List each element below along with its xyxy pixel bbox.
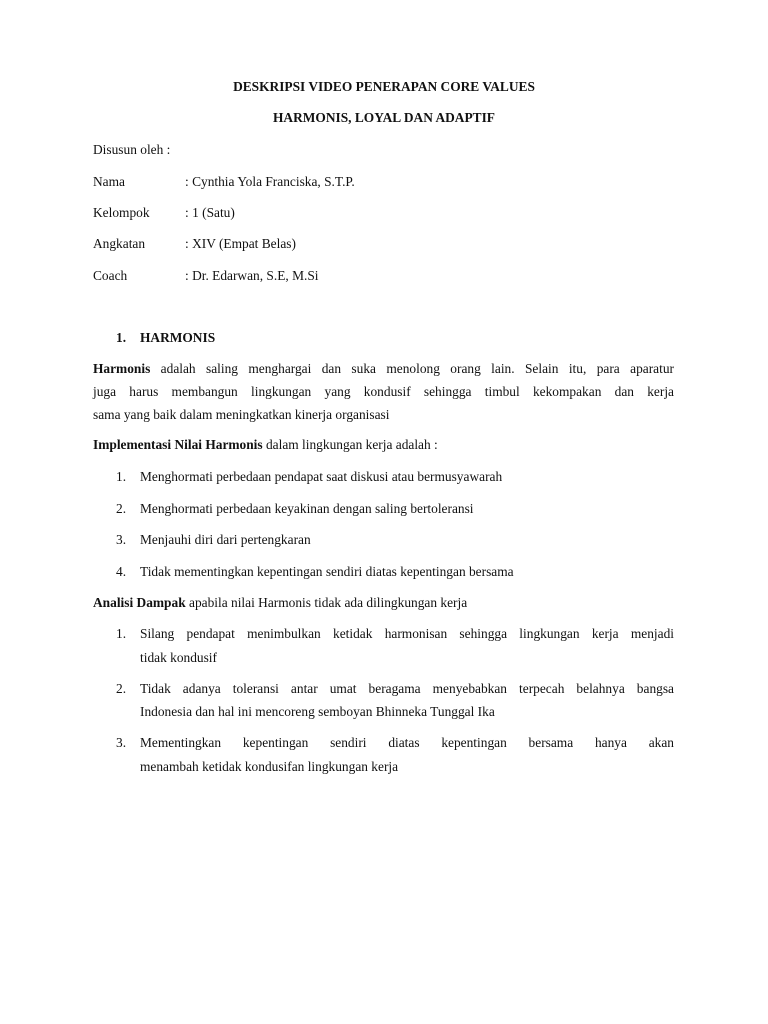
list-item-number: 4.	[116, 564, 127, 579]
document-subtitle: HARMONIS, LOYAL DAN ADAPTIF	[273, 110, 495, 125]
list-item-continuation: Indonesia dan hal ini mencoreng semboyan Bhinneka Tunggal Ika	[140, 704, 495, 719]
list-item: Menghormati perbedaan pendapat saat diskusi atau bermusyawarah	[140, 469, 503, 484]
intro-line-2: juga harus membangun lingkungan yang kondusif sehingga timbul kekompakan dan kerja	[93, 384, 674, 399]
list-item-number: 2.	[116, 501, 127, 516]
info-label-angkatan: Angkatan	[93, 236, 146, 251]
implementation-heading	[93, 437, 438, 453]
list-item-number: 3.	[116, 735, 127, 750]
list-item-continuation: tidak kondusif	[140, 650, 217, 665]
list-item: Tidak adanya toleransi antar umat beragama menyebabkan terpecah belahnya bangsa	[140, 681, 674, 696]
list-item-number: 1.	[116, 626, 127, 641]
info-value-coach: : Dr. Edarwan, S.E, M.Si	[185, 268, 319, 283]
document-title: DESKRIPSI VIDEO PENERAPAN CORE VALUES	[233, 79, 535, 94]
info-label-kelompok: Kelompok	[93, 205, 150, 220]
list-item-number: 2.	[116, 681, 127, 696]
list-item: Menjauhi diri dari pertengkaran	[140, 532, 311, 547]
section-number: 1.	[116, 330, 127, 345]
list-item-number: 3.	[116, 532, 127, 547]
list-item-number: 1.	[116, 469, 127, 484]
section-heading: HARMONIS	[140, 330, 216, 345]
impact-text: apabila nilai Harmonis tidak ada dilingkungan kerja	[185, 595, 468, 610]
info-value-angkatan: : XIV (Empat Belas)	[185, 236, 296, 251]
prepared-by-label: Disusun oleh :	[93, 142, 171, 157]
impact-heading	[93, 595, 467, 611]
list-item-continuation: menambah ketidak kondusifan lingkungan kerja	[140, 759, 399, 774]
info-value-nama: : Cynthia Yola Franciska, S.T.P.	[185, 174, 355, 189]
info-label-nama: Nama	[93, 174, 125, 189]
info-label-coach: Coach	[93, 268, 128, 283]
implementation-text: dalam lingkungan kerja adalah :	[262, 437, 438, 452]
list-item: Silang pendapat menimbulkan ketidak harmonisan sehingga lingkungan kerja menjadi	[140, 626, 674, 641]
intro-text-1: adalah saling menghargai dan suka menolong orang lain. Selain itu, para aparatur	[150, 361, 674, 376]
impact-term: Analisi Dampak	[93, 595, 186, 610]
list-item: Mementingkan kepentingan sendiri diatas kepentingan bersama hanya akan	[140, 735, 674, 750]
intro-line-1	[93, 361, 674, 377]
implementation-term: Implementasi Nilai Harmonis	[93, 437, 263, 452]
intro-line-3: sama yang baik dalam meningkatkan kinerja organisasi	[93, 407, 390, 422]
info-value-kelompok: : 1 (Satu)	[185, 205, 235, 220]
list-item: Tidak mementingkan kepentingan sendiri diatas kepentingan bersama	[140, 564, 514, 579]
list-item: Menghormati perbedaan keyakinan dengan saling bertoleransi	[140, 501, 474, 516]
intro-term: Harmonis	[93, 361, 151, 376]
